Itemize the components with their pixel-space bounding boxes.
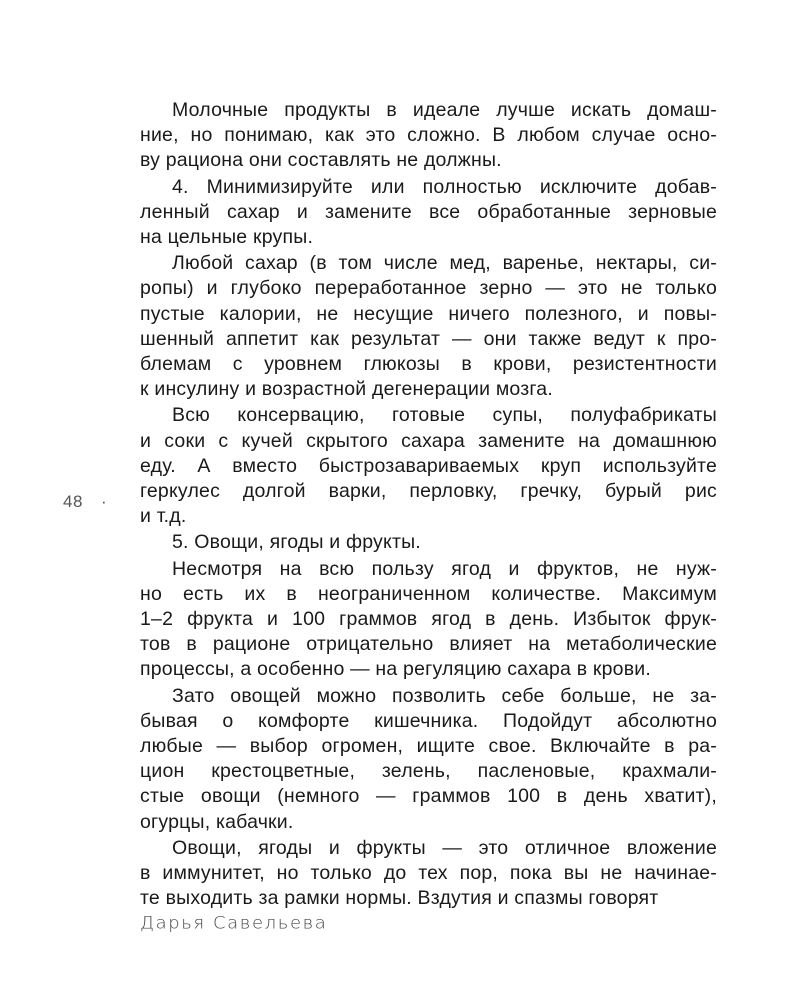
text-line: ропы) и глубоко переработанное зерно — это не только — [140, 277, 717, 300]
text-line: любые — выбор огромен, ищите свое. Включайте в ра- — [140, 735, 717, 758]
text-line: шенный аппетит как результат — они также ведут к про- — [140, 327, 717, 350]
footer-author: Дарья Савельева — [140, 914, 328, 934]
paragraph — [140, 684, 717, 835]
paragraph — [140, 403, 717, 529]
text-line: еду. А вместо быстрозавариваемых круп используйте — [140, 454, 717, 477]
text-line: Овощи, ягоды и фрукты — это отличное вложение — [172, 836, 717, 859]
text-line: цион крестоцветные, зелень, пасленовые, крахмали- — [140, 760, 717, 783]
text-line: блемам с уровнем глюкозы в крови, резистентности — [140, 353, 717, 376]
paragraph — [140, 98, 717, 174]
text-line: Всю консервацию, готовые супы, полуфабрикаты — [172, 404, 717, 427]
page-number-dot: · — [101, 492, 107, 511]
text-line: стые овощи (немного — граммов 100 в день хватит), — [140, 785, 717, 808]
text-line: Любой сахар (в том числе мед, варенье, нектары, си- — [172, 252, 717, 275]
text-line: ву рациона они составлять не должны. — [140, 149, 502, 172]
text-line: те выходить за рамки нормы. Вздутия и спазмы говорят — [140, 887, 659, 910]
text-line: Несмотря на всю пользу ягод и фруктов, не нуж- — [172, 557, 717, 580]
text-line: 1–2 фрукта и 100 граммов ягод в день. Избыток фрук- — [140, 608, 717, 631]
text-line: но есть их в неограниченном количестве. Максимум — [140, 582, 717, 605]
text-line: на цельные крупы. — [140, 226, 314, 249]
text-line: 5. Овощи, ягоды и фрукты. — [172, 531, 421, 554]
page-number: 48 — [63, 492, 83, 511]
text-line: в иммунитет, но только до тех пор, пока вы не начинае- — [140, 862, 717, 885]
text-line: геркулес долгой варки, перловку, гречку, бурый рис — [140, 480, 717, 503]
text-line: процессы, а особенно — на регуляцию сахара в крови. — [140, 658, 651, 681]
text-line: к инсулину и возрастной дегенерации мозга. — [140, 378, 553, 401]
text-line: Молочные продукты в идеале лучше искать домаш- — [172, 99, 717, 121]
text-line: ние, но понимаю, как это сложно. В любом случае осно- — [140, 124, 717, 147]
paragraph — [140, 175, 717, 251]
paragraph — [140, 836, 717, 912]
text-line: 4. Минимизируйте или полностью исключите добав- — [172, 175, 717, 198]
text-line: Зато овощей можно позволить себе больше, не за- — [172, 684, 717, 707]
paragraph — [140, 530, 717, 555]
text-line: тов в рационе отрицательно влияет на метаболические — [140, 633, 717, 656]
text-line: и соки с кучей скрытого сахара замените на домашнюю — [140, 429, 717, 452]
text-line: огурцы, кабачки. — [140, 810, 294, 833]
paragraph — [140, 557, 717, 683]
paragraph — [140, 251, 717, 402]
text-line: ленный сахар и замените все обработанные зерновые — [140, 200, 717, 223]
text-line: пустые калории, не несущие ничего полезного, и повы- — [140, 302, 717, 325]
body-text — [140, 98, 717, 913]
text-line: бывая о комфорте кишечника. Подойдут абсолютно — [140, 709, 717, 732]
text-line: и т.д. — [140, 505, 187, 528]
